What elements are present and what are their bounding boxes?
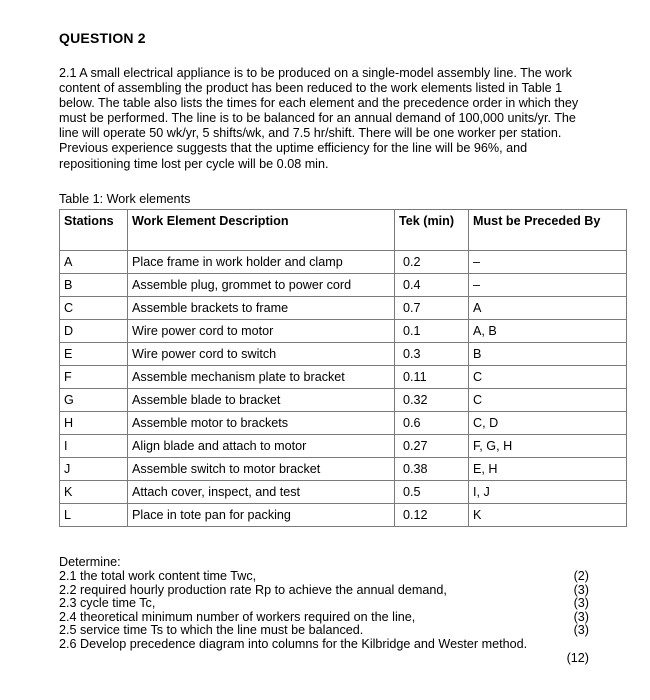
preceded-by-cell: B [469,343,627,366]
preceded-by-cell: C [469,389,627,412]
preceded-by-cell: F, G, H [469,435,627,458]
table-row [60,389,627,412]
table-body [60,251,627,527]
station-cell: A [60,251,128,274]
time-cell: 0.3 [395,343,469,366]
description-cell: Assemble blade to bracket [128,389,395,412]
question-marks: (12) [566,650,589,665]
question-item [59,596,589,610]
question-marks: (3) [573,582,589,597]
time-cell: 0.4 [395,274,469,297]
time-cell: 0.11 [395,366,469,389]
question-text: 2.3 cycle time Tc, [59,596,156,610]
station-cell: J [60,458,128,481]
description-cell: Wire power cord to motor [128,320,395,343]
time-cell: 0.32 [395,389,469,412]
time-cell: 0.2 [395,251,469,274]
question-text: 2.5 service time Ts to which the line must be balanced. [59,623,364,637]
determine-label: Determine: [59,555,121,569]
station-cell: I [60,435,128,458]
description-cell: Place in tote pan for packing [128,504,395,527]
station-cell: G [60,389,128,412]
table-row [60,366,627,389]
table-header-row [60,210,627,251]
time-cell: 0.1 [395,320,469,343]
table-row [60,481,627,504]
station-cell: E [60,343,128,366]
description-cell: Assemble motor to brackets [128,412,395,435]
question-text: 2.6 Develop precedence diagram into columns for the Kilbridge and Wester method. [59,636,528,651]
table-row [60,504,627,527]
table-row [60,343,627,366]
time-cell: 0.7 [395,297,469,320]
preceded-by-cell: A [469,297,627,320]
preceded-by-cell: E, H [469,458,627,481]
table-row [60,435,627,458]
station-cell: K [60,481,128,504]
description-cell: Assemble plug, grommet to power cord [128,274,395,297]
header-stations: Stations [60,210,128,251]
station-cell: L [60,504,128,527]
description-cell: Align blade and attach to motor [128,435,395,458]
problem-statement: 2.1 A small electrical appliance is to be produced on a single-model assembly line. The work content of assembling the product has been reduced to the work elements listed in Table 1 below. The table also lists the times for each element and the precedence order in which they must be performed. The line is to be balanced for an annual demand of 100,000 units/yr. The line will operate 50 wk/yr, 5 shifts/wk, and 7.5 hr/shift. There will be one worker per station. Previous experience suggests that the uptime efficiency for the line will be 96%, and repositioning time lost per cycle will be 0.08 min. [59,66,579,171]
time-cell: 0.12 [395,504,469,527]
preceded-by-cell: C [469,366,627,389]
question-item [59,610,589,624]
question-text: 2.2 required hourly production rate Rp to achieve the annual demand, [59,582,447,597]
question-marks: (3) [573,596,589,610]
description-cell: Place frame in work holder and clamp [128,251,395,274]
question-item [59,569,589,583]
header-time: Tek (min) [395,210,469,251]
question-item [59,583,589,597]
time-cell: 0.5 [395,481,469,504]
preceded-by-cell: – [469,274,627,297]
table-caption: Table 1: Work elements [59,192,191,206]
time-cell: 0.27 [395,435,469,458]
question-text: 2.4 theoretical minimum number of workers required on the line, [59,609,416,624]
description-cell: Wire power cord to switch [128,343,395,366]
question-item [59,623,589,637]
station-cell: D [60,320,128,343]
time-cell: 0.38 [395,458,469,481]
station-cell: C [60,297,128,320]
description-cell: Assemble switch to motor bracket [128,458,395,481]
question-marks: (3) [573,609,589,624]
preceded-by-cell: I, J [469,481,627,504]
table-row [60,297,627,320]
table-row [60,458,627,481]
question-marks: (2) [573,569,589,583]
description-cell: Attach cover, inspect, and test [128,481,395,504]
question-text: 2.1 the total work content time Twc, [59,569,257,583]
table-row [60,274,627,297]
header-description: Work Element Description [128,210,395,251]
station-cell: H [60,412,128,435]
preceded-by-cell: C, D [469,412,627,435]
description-cell: Assemble mechanism plate to bracket [128,366,395,389]
time-cell: 0.6 [395,412,469,435]
preceded-by-cell: K [469,504,627,527]
table-row [60,251,627,274]
question-item [59,637,589,665]
work-elements-table [59,209,627,527]
question-list [59,569,589,665]
preceded-by-cell: A, B [469,320,627,343]
description-cell: Assemble brackets to frame [128,297,395,320]
table-row [60,320,627,343]
preceded-by-cell: – [469,251,627,274]
station-cell: B [60,274,128,297]
question-title: QUESTION 2 [59,30,146,46]
question-marks: (3) [573,623,589,637]
station-cell: F [60,366,128,389]
determine-section [59,555,589,665]
header-preceded: Must be Preceded By [469,210,627,251]
table-row [60,412,627,435]
